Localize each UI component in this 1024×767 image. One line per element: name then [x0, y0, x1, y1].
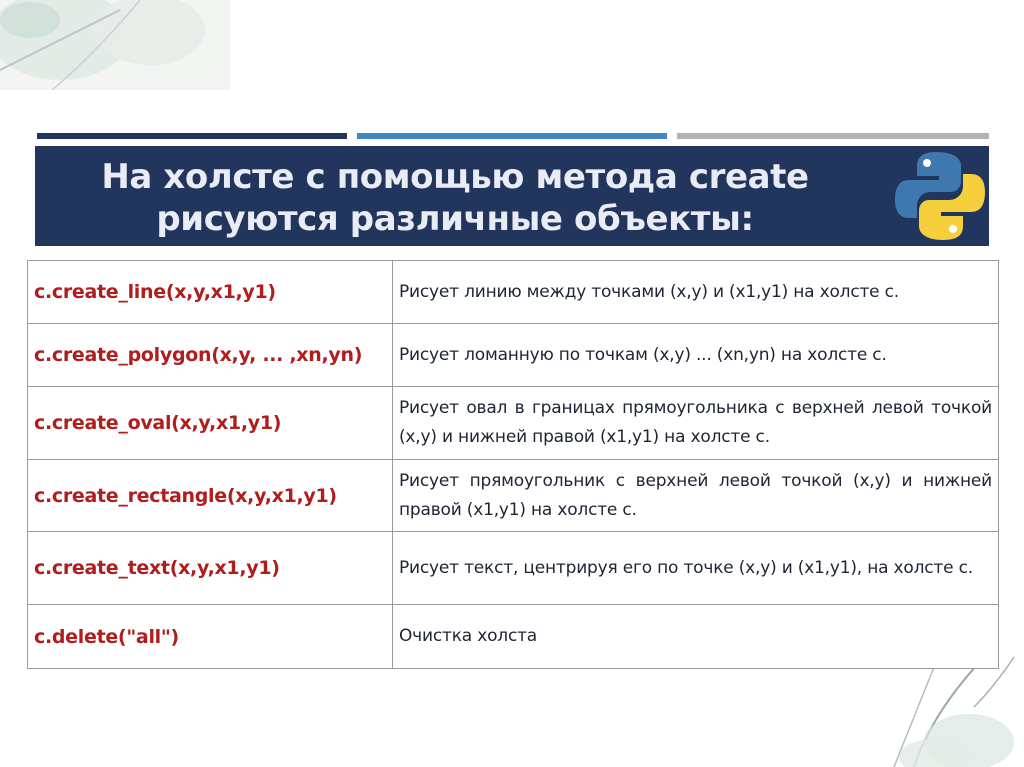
- description-cell: Рисует текст, центрируя его по точке (x,y) и (x1,y1), на холсте c.: [393, 532, 999, 605]
- accent-bar-blue: [357, 133, 667, 139]
- slide-title-line-2: рисуются различные объекты:: [156, 199, 754, 239]
- description-cell: Рисует прямоугольник с верхней левой точкой (x,y) и нижней правой (x1,y1) на холсте c.: [393, 460, 999, 532]
- leaf-decoration-top: [0, 0, 230, 100]
- description-cell: Рисует овал в границах прямоугольника с верхней левой точкой (x,y) и нижней правой (x1,y1) на холсте c.: [393, 387, 999, 460]
- accent-bars: [37, 133, 989, 141]
- table-row: [28, 324, 999, 387]
- title-banner: [35, 146, 989, 246]
- slide-title-line-1: На холсте с помощью метода create: [101, 157, 809, 197]
- python-logo-icon: [891, 146, 987, 246]
- table-row: [28, 261, 999, 324]
- description-cell: Рисует ломанную по точкам (x,y) ... (xn,yn) на холсте c.: [393, 324, 999, 387]
- table-row: [28, 460, 999, 532]
- method-cell: c.create_text(x,y,x1,y1): [28, 532, 393, 605]
- slide-title: [35, 156, 875, 240]
- method-cell: c.create_rectangle(x,y,x1,y1): [28, 460, 393, 532]
- table-row: [28, 532, 999, 605]
- table-row: [28, 605, 999, 669]
- method-cell: c.delete("all"): [28, 605, 393, 669]
- method-cell: c.create_polygon(x,y, ... ,xn,yn): [28, 324, 393, 387]
- accent-bar-gray: [677, 133, 989, 139]
- description-cell: Очистка холста: [393, 605, 999, 669]
- description-cell: Рисует линию между точками (x,y) и (x1,y1) на холсте c.: [393, 261, 999, 324]
- method-cell: c.create_oval(x,y,x1,y1): [28, 387, 393, 460]
- method-cell: c.create_line(x,y,x1,y1): [28, 261, 393, 324]
- table-row: [28, 387, 999, 460]
- accent-bar-dark: [37, 133, 347, 139]
- methods-table: [27, 260, 999, 669]
